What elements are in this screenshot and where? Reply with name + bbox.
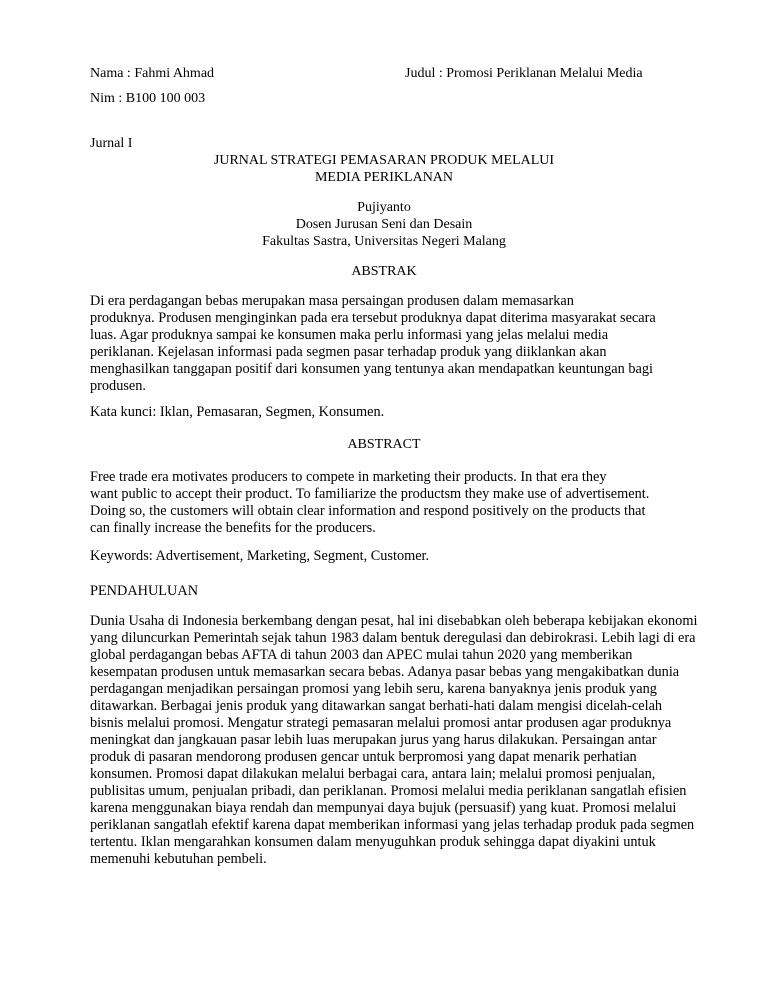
abstrak-paragraph <box>90 293 690 395</box>
abstrak-keywords: Kata kunci: Iklan, Pemasaran, Segmen, Konsumen. <box>90 404 385 420</box>
pendahuluan-paragraph <box>90 613 698 868</box>
pendahuluan-heading: PENDAHULUAN <box>90 583 199 599</box>
abstrak-line: luas. Agar produknya sampai ke konsumen maka perlu informasi yang jelas melalui media <box>90 327 609 343</box>
abstrak-heading: ABSTRAK <box>351 264 417 279</box>
student-id: Nim : B100 100 003 <box>90 91 206 106</box>
pendahuluan-line: kesempatan produsen untuk memasarkan secara bebas. Adanya pasar bebas yang mengakibatkan dunia <box>90 664 680 680</box>
abstract-line: Doing so, the customers will obtain clear information and respond positively on the products that <box>90 503 646 519</box>
pendahuluan-line: bisnis melalui promosi. Mengatur strategi pemasaran melalui promosi antar produsen agar produknya <box>90 715 672 731</box>
topic-title: Judul : Promosi Periklanan Melalui Media <box>405 66 643 81</box>
abstrak-line: produknya. Produsen menginginkan pada era tersebut produknya dapat diterima masyarakat secara <box>90 310 656 326</box>
abstrak-line: menghasilkan tanggapan positif dari konsumen yang tentunya akan mendapatkan keuntungan bagi <box>90 361 653 377</box>
pendahuluan-line: perdagangan menjadikan persaingan promosi yang lebih seru, karena banyaknya jenis produk yang <box>90 681 657 697</box>
abstract-line: can finally increase the benefits for the producers. <box>90 520 376 536</box>
journal-title-line1: JURNAL STRATEGI PEMASARAN PRODUK MELALUI <box>213 153 555 168</box>
pendahuluan-line: publisitas umum, penjualan pribadi, dan periklanan. Promosi melalui media periklanan sangatlah efisien <box>90 783 687 799</box>
pendahuluan-line: periklanan sangatlah efektif karena dapat memberikan informasi yang jelas terhadap produk pada segmen <box>90 817 695 833</box>
author-name: Nama : Fahmi Ahmad <box>90 66 215 81</box>
abstract-line: want public to accept their product. To familiarize the productsm they make use of advertisement. <box>90 486 650 502</box>
author-affiliation-university: Fakultas Sastra, Universitas Negeri Malang <box>262 234 506 249</box>
abstrak-line: Di era perdagangan bebas merupakan masa persaingan produsen dalam memasarkan <box>90 293 574 309</box>
abstract-heading: ABSTRACT <box>347 437 421 452</box>
journal-title-line2: MEDIA PERIKLANAN <box>314 170 454 185</box>
pendahuluan-line: konsumen. Promosi dapat dilakukan melalui berbagai cara, antara lain; melalui promosi penjualan, <box>90 766 656 782</box>
pendahuluan-line: produk di pasaran mendorong produsen gencar untuk berpromosi yang dapat menarik perhatian <box>90 749 637 765</box>
abstrak-line: periklanan. Kejelasan informasi pada segmen pasar terhadap produk yang diiklankan akan <box>90 344 607 360</box>
abstract-line: Free trade era motivates producers to compete in marketing their products. In that era they <box>90 469 607 485</box>
jurnal-label: Jurnal I <box>90 136 133 151</box>
pendahuluan-line: yang diluncurkan Pemerintah sejak tahun 1983 dalam bentuk deregulasi dan debirokrasi. Lebih lagi di era <box>90 630 696 646</box>
abstract-keywords: Keywords: Advertisement, Marketing, Segment, Customer. <box>90 548 430 564</box>
article-author: Pujiyanto <box>357 200 411 215</box>
pendahuluan-line: tertentu. Iklan mengarahkan konsumen dalam menyuguhkan produk sehingga dapat diyakini untuk <box>90 834 656 850</box>
abstract-paragraph <box>90 469 690 537</box>
pendahuluan-line: global perdagangan bebas AFTA di tahun 2003 dan APEC mulai tahun 2020 yang memberikan <box>90 647 633 663</box>
pendahuluan-line: Dunia Usaha di Indonesia berkembang dengan pesat, hal ini disebabkan oleh beberapa kebijakan ekonomi <box>90 613 698 629</box>
pendahuluan-line: karena menggunakan biaya rendah dan mempunyai daya bujuk (persuasif) yang kuat. Promosi melalui <box>90 800 677 816</box>
author-affiliation-department: Dosen Jurusan Seni dan Desain <box>295 217 473 232</box>
pendahuluan-line: ditawarkan. Berbagai jenis produk yang ditawarkan sangat berhati-hati dalam mengisi dicelah-celah <box>90 698 663 714</box>
pendahuluan-line: memenuhi kebutuhan pembeli. <box>90 851 267 867</box>
pendahuluan-line: meningkat dan jangkauan pasar lebih luas merupakan jurus yang harus dilakukan. Persaingan antar <box>90 732 657 748</box>
abstrak-line: produsen. <box>90 378 146 394</box>
